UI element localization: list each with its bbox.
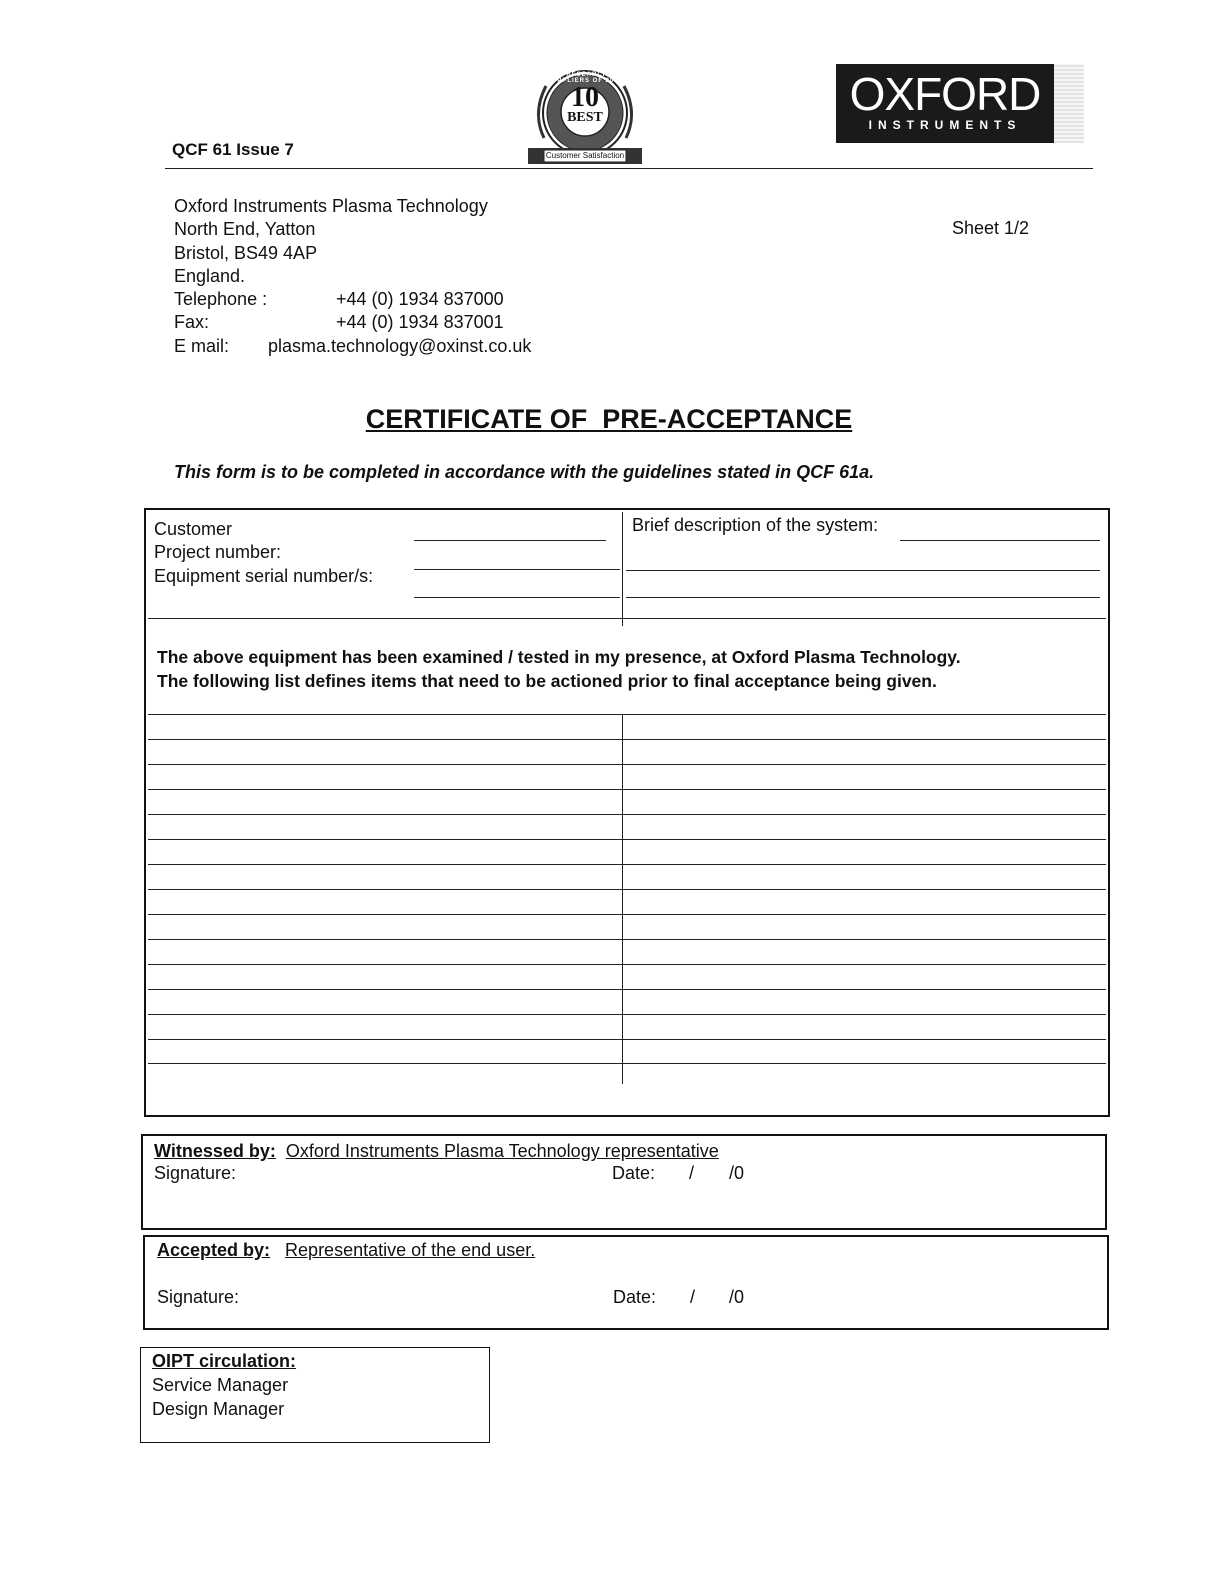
action-row[interactable] (148, 939, 1106, 940)
badge-ribbon: Customer Satisfaction (545, 151, 625, 160)
action-row[interactable] (148, 814, 1106, 815)
statement-line-2: The following list defines items that need to be actioned prior to final acceptance being given. (157, 671, 937, 691)
witness-signature-label: Signature: (154, 1163, 237, 1183)
logo-main-text: OXFORD (849, 68, 1041, 120)
email-value: plasma.technology@oxinst.co.uk (268, 335, 532, 356)
accepted-role: Representative of the end user. (285, 1240, 536, 1260)
accepted-signature-label: Signature: (157, 1287, 240, 1307)
email-label: E mail: (174, 335, 230, 356)
description-field-line-1[interactable] (900, 540, 1100, 541)
acceptance-statement (157, 645, 961, 693)
customer-field[interactable] (414, 540, 606, 541)
witness-heading-row (154, 1141, 719, 1162)
accepted-heading-row (157, 1240, 535, 1261)
details-divider (148, 618, 1106, 619)
logo-sub-text: INSTRUMENTS (868, 118, 1022, 132)
action-row[interactable] (148, 889, 1106, 890)
form-code: QCF 61 Issue 7 (172, 140, 294, 159)
badge-word: BEST (567, 110, 603, 125)
company-name: Oxford Instruments Plasma Technology (174, 196, 488, 216)
circulation-item: Service Manager (152, 1375, 289, 1395)
action-row[interactable] (148, 839, 1106, 840)
system-description-label: Brief description of the system: (632, 515, 879, 535)
action-row[interactable] (148, 964, 1106, 965)
telephone-value: +44 (0) 1934 837000 (336, 289, 504, 310)
action-row[interactable] (148, 1014, 1106, 1015)
witness-date-sep-2: /0 (729, 1163, 745, 1183)
action-row[interactable] (148, 864, 1106, 865)
customer-label: Customer (154, 519, 233, 539)
action-row[interactable] (148, 764, 1106, 765)
circulation-item: Design Manager (152, 1399, 285, 1419)
action-row[interactable] (148, 789, 1106, 790)
address-country: England. (174, 265, 246, 286)
description-field-line-2[interactable] (626, 570, 1100, 571)
action-grid-column-divider (622, 714, 623, 1084)
fax-label: Fax: (174, 312, 210, 333)
circulation-heading: OIPT circulation: (152, 1351, 297, 1371)
action-grid-top (148, 714, 1106, 715)
page-title: CERTIFICATE OF PRE-ACCEPTANCE (365, 404, 853, 434)
serial-number-label: Equipment serial number/s: (154, 566, 374, 586)
form-instruction: This form is to be completed in accordance with the guidelines stated in QCF 61a. (174, 462, 875, 482)
fax-value: +44 (0) 1934 837001 (336, 312, 504, 333)
telephone-label: Telephone : (174, 289, 268, 310)
accepted-heading: Accepted by: (157, 1240, 271, 1260)
sheet-number: Sheet 1/2 (952, 218, 1030, 238)
action-row[interactable] (148, 989, 1106, 990)
action-row[interactable] (148, 1039, 1106, 1040)
badge-number: 10 (571, 82, 599, 113)
address-city: Bristol, BS49 4AP (174, 242, 318, 263)
witness-role: Oxford Instruments Plasma Technology representative (285, 1141, 719, 1161)
details-box (144, 508, 1110, 1117)
accepted-date-label: Date: (613, 1287, 657, 1307)
witness-date-sep-1: / (689, 1163, 695, 1183)
statement-line-1: The above equipment has been examined / tested in my presence, at Oxford Plasma Technology. (157, 647, 961, 667)
badge-ring-text: VLR RESEARCH UK SUPPLIERS OF 2002 (546, 72, 624, 84)
header-divider (165, 168, 1093, 169)
details-column-divider (622, 512, 623, 626)
accepted-date-sep-2: /0 (729, 1287, 745, 1307)
witness-date-label: Date: (612, 1163, 656, 1183)
action-row[interactable] (148, 739, 1106, 740)
project-number-field[interactable] (414, 569, 620, 570)
description-field-line-3[interactable] (626, 597, 1100, 598)
company-address (174, 195, 531, 358)
award-badge (526, 68, 644, 168)
oxford-instruments-logo (836, 64, 1054, 143)
serial-number-field[interactable] (414, 597, 620, 598)
action-row[interactable] (148, 914, 1106, 915)
address-street: North End, Yatton (174, 219, 316, 240)
accepted-date-sep-1: / (690, 1287, 696, 1307)
project-number-label: Project number: (154, 542, 282, 562)
action-row[interactable] (148, 1063, 1106, 1064)
logo-shading (1054, 64, 1084, 143)
witness-heading: Witnessed by: (154, 1141, 276, 1161)
